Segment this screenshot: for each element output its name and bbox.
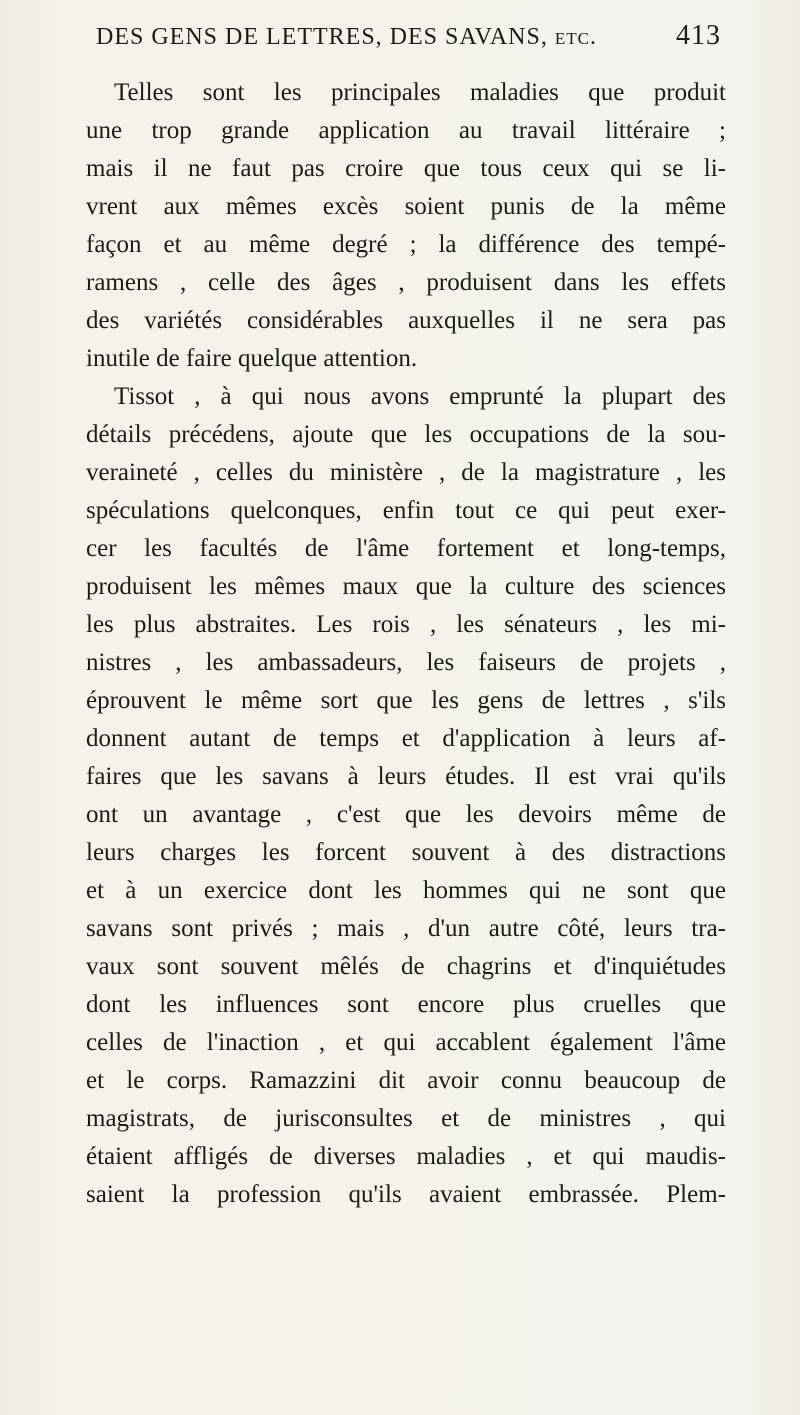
text-line: vrent aux mêmes excès soient punis de la même — [86, 193, 726, 220]
text-line: nistres , les ambassadeurs, les faiseurs de projets , — [86, 649, 726, 676]
running-title: DES GENS DE LETTRES, DES SAVANS, etc. — [96, 24, 597, 50]
text-line: inutile de faire quelque attention. — [86, 345, 418, 372]
page-number: 413 — [676, 20, 721, 51]
text-line: saient la profession qu'ils avaient embrassée. Plem- — [86, 1181, 726, 1208]
text-line: celles de l'inaction , et qui accablent également l'âme — [86, 1029, 726, 1056]
text-line: des variétés considérables auxquelles il ne sera pas — [86, 307, 726, 334]
text-line: produisent les mêmes maux que la culture des sciences — [86, 573, 726, 600]
text-line: veraineté , celles du ministère , de la magistrature , les — [86, 459, 726, 486]
text-line: spéculations quelconques, enfin tout ce qui peut exer- — [86, 497, 726, 524]
text-line: ont un avantage , c'est que les devoirs même de — [86, 801, 726, 828]
text-line: donnent autant de temps et d'application à leurs af- — [86, 725, 726, 752]
text-line: magistrats, de jurisconsultes et de ministres , qui — [86, 1105, 726, 1132]
text-line: et le corps. Ramazzini dit avoir connu beaucoup de — [86, 1067, 726, 1094]
body-text — [86, 74, 726, 1214]
text-line: dont les influences sont encore plus cruelles que — [86, 991, 726, 1018]
text-line: cer les facultés de l'âme fortement et long-temps, — [86, 535, 726, 562]
text-line: une trop grande application au travail littéraire ; — [86, 117, 726, 144]
text-line: ramens , celle des âges , produisent dans les effets — [86, 269, 726, 296]
text-line: et à un exercice dont les hommes qui ne sont que — [86, 877, 726, 904]
text-line: leurs charges les forcent souvent à des distractions — [86, 839, 726, 866]
text-line: mais il ne faut pas croire que tous ceux qui se li- — [86, 155, 726, 182]
text-line: vaux sont souvent mêlés de chagrins et d'inquiétudes — [86, 953, 726, 980]
text-line: étaient affligés de diverses maladies , et qui maudis- — [86, 1143, 726, 1170]
text-line: savans sont privés ; mais , d'un autre côté, leurs tra- — [86, 915, 726, 942]
text-line: Tissot , à qui nous avons emprunté la plupart des — [114, 383, 726, 410]
text-line: Telles sont les principales maladies que produit — [114, 79, 726, 106]
text-line: détails précédens, ajoute que les occupations de la sou- — [86, 421, 726, 448]
text-line: les plus abstraites. Les rois , les sénateurs , les mi- — [86, 611, 726, 638]
text-line: éprouvent le même sort que les gens de lettres , s'ils — [86, 687, 726, 714]
text-line: façon et au même degré ; la différence des tempé- — [86, 231, 726, 258]
text-line: faires que les savans à leurs études. Il est vrai qu'ils — [86, 763, 726, 790]
